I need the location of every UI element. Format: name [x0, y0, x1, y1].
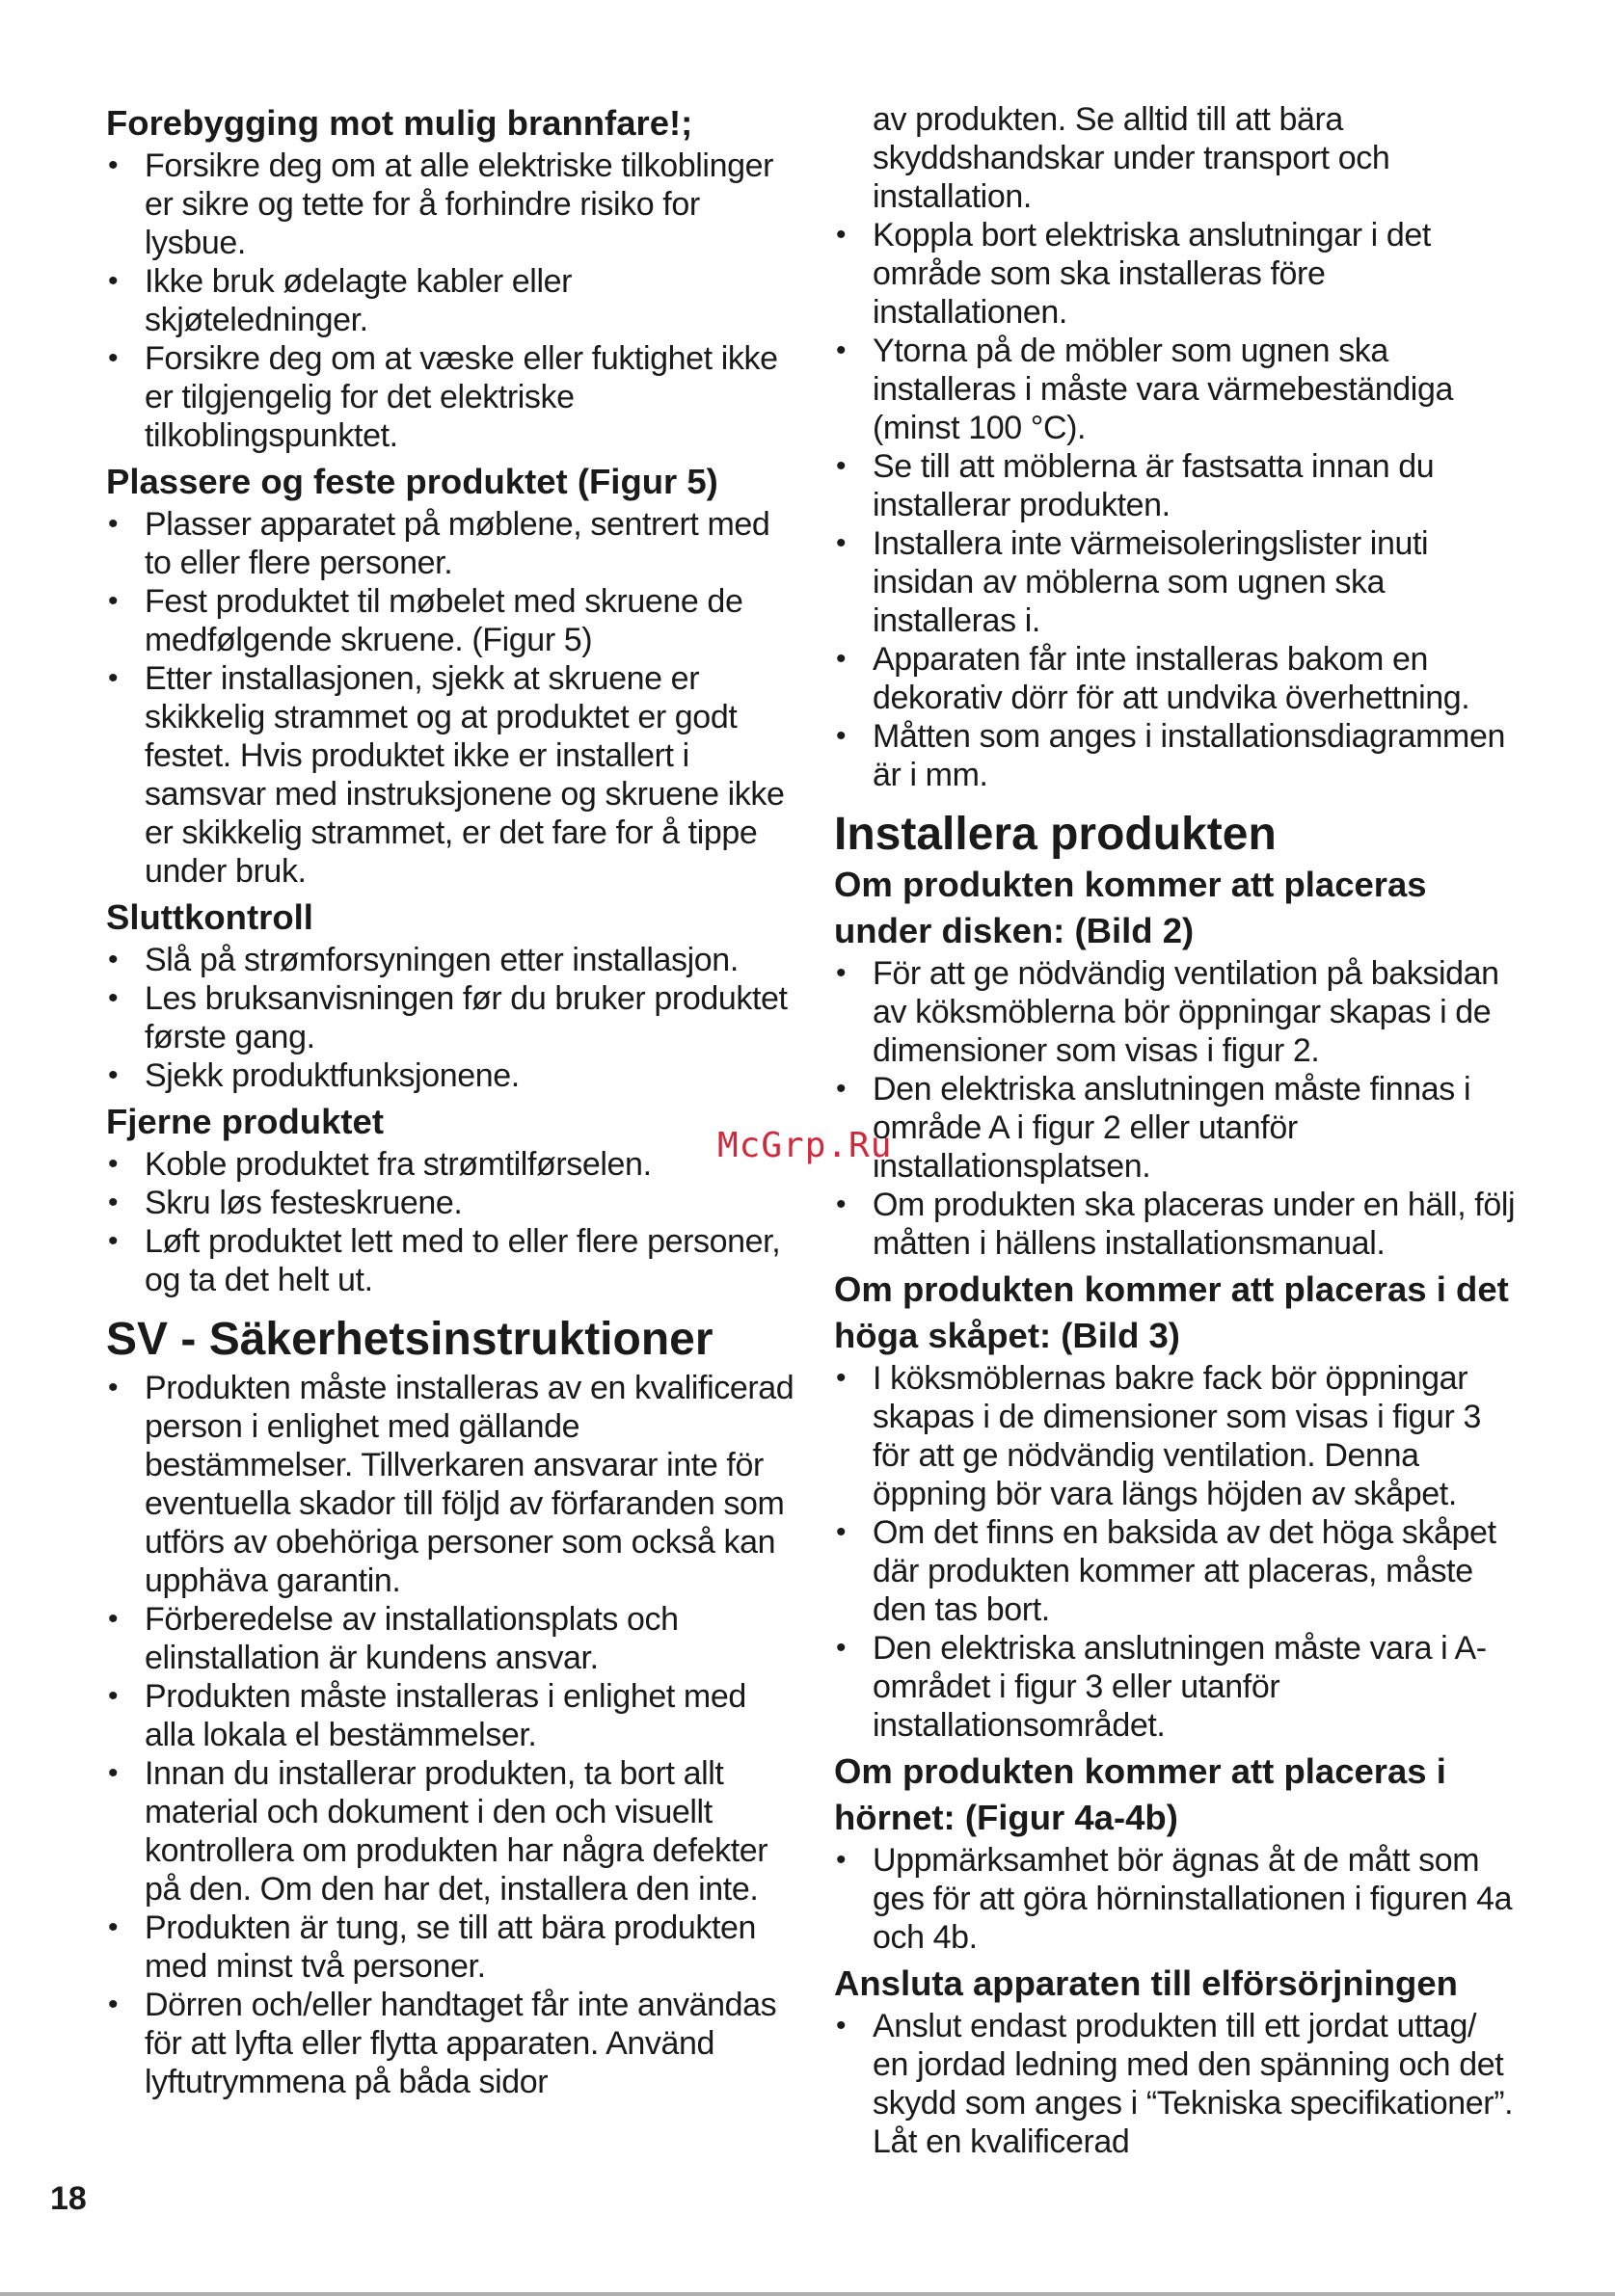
list-item: • Anslut endast produkten till ett jordat uttag/ en jordad ledning med den spänning och det skydd som anges i “Tekniska specifikationer”. Låt en kvalificerad	[834, 2007, 1519, 2161]
heading-under-counter: Om produkten kommer att placeras under disken: (Bild 2)	[834, 865, 1427, 950]
continued-text: av produkten. Se alltid till att bära skyddshandskar under transport och installation.	[873, 101, 1390, 215]
bottom-divider	[0, 2292, 1615, 2296]
list-under-counter	[834, 954, 1519, 1263]
list-item: • Les bruksanvisningen før du bruker produktet første gang.	[106, 979, 795, 1056]
list-item: • Forsikre deg om at væske eller fuktighet ikke er tilgjengelig for det elektriske tilkoblingspunktet.	[106, 339, 795, 455]
section-title-install: Installera produkten	[834, 809, 1277, 860]
page-number: 18	[50, 2180, 87, 2217]
heading-power-connection: Ansluta apparaten till elförsörjningen	[834, 1963, 1458, 2003]
list-item: • Etter installasjonen, sjekk at skruene er skikkelig strammet og at produktet er godt festet. Hvis produktet ikke er installert i samsvar med instruksjonene og skruene ikke er skikkelig strammet, er det fare for å tippe under bruk.	[106, 659, 795, 891]
list-remove-product	[106, 1145, 795, 1299]
list-item: • Uppmärksamhet bör ägnas åt de mått som ges för att göra hörninstallationen i figuren 4a och 4b.	[834, 1841, 1519, 1957]
list-item: • Ytorna på de möbler som ugnen ska installeras i måste vara värmebeständiga (minst 100 °C).	[834, 332, 1519, 447]
list-place-and-fasten	[106, 505, 795, 891]
section-title-safety-sv: SV - Säkerhetsinstruktioner	[106, 1314, 713, 1365]
list-fire-prevention	[106, 147, 795, 455]
heading-final-check: Sluttkontroll	[106, 897, 313, 937]
left-column	[106, 100, 795, 2101]
list-safety-sv	[106, 1369, 795, 2101]
heading-corner: Om produkten kommer att placeras i hörnet: (Figur 4a-4b)	[834, 1751, 1446, 1837]
heading-tall-cabinet: Om produkten kommer att placeras i det höga skåpet: (Bild 3)	[834, 1269, 1509, 1355]
list-item: • Den elektriska anslutningen måste finnas i område A i figur 2 eller utanför installationsplatsen.	[834, 1070, 1519, 1186]
list-item: • Koppla bort elektriska anslutningar i det område som ska installeras före installationen.	[834, 216, 1519, 332]
list-item: • Apparaten får inte installeras bakom en dekorativ dörr för att undvika överhettning.	[834, 640, 1519, 717]
list-item: • Produkten måste installeras i enlighet med alla lokala el bestämmelser.	[106, 1677, 795, 1754]
heading-fire-prevention: Forebygging mot mulig brannfare!;	[106, 103, 693, 143]
list-item: • För att ge nödvändig ventilation på baksidan av köksmöblerna bör öppningar skapas i de dimensioner som visas i figur 2.	[834, 954, 1519, 1070]
list-item: • Om det finns en baksida av det höga skåpet där produkten kommer att placeras, måste den tas bort.	[834, 1513, 1519, 1629]
list-safety-continued	[834, 216, 1519, 794]
list-item: • Løft produktet lett med to eller flere personer, og ta det helt ut.	[106, 1222, 795, 1299]
list-item: • Se till att möblerna är fastsatta innan du installerar produkten.	[834, 447, 1519, 524]
list-item: • Produkten är tung, se till att bära produkten med minst två personer.	[106, 1909, 795, 1986]
list-item: • Sjekk produktfunksjonene.	[106, 1056, 795, 1095]
list-item: • Produkten måste installeras av en kvalificerad person i enlighet med gällande bestämmelser. Tillverkaren ansvarar inte för eventuella skador till följd av förfaranden som utförs av obehöriga personer som också kan upphäva garantin.	[106, 1369, 795, 1600]
list-item: • Innan du installerar produkten, ta bort allt material och dokument i den och visuellt kontrollera om produkten har några defekter på den. Om den har det, installera den inte.	[106, 1754, 795, 1909]
list-item: • Dörren och/eller handtaget får inte användas för att lyfta eller flytta apparaten. Använd lyftutrymmena på båda sidor	[106, 1986, 795, 2101]
list-item: • Plasser apparatet på møblene, sentrert med to eller flere personer.	[106, 505, 795, 582]
list-item: • Installera inte värmeisoleringslister inuti insidan av möblerna som ugnen ska installeras i.	[834, 524, 1519, 640]
list-item: • I köksmöblernas bakre fack bör öppningar skapas i de dimensioner som visas i figur 3 för att ge nödvändig ventilation. Denna öppning bör vara längs höjden av skåpet.	[834, 1359, 1519, 1513]
list-item: • Den elektriska anslutningen måste vara i A-området i figur 3 eller utanför installationsområdet.	[834, 1629, 1519, 1745]
heading-place-and-fasten: Plassere og feste produktet (Figur 5)	[106, 462, 718, 501]
list-corner	[834, 1841, 1519, 1957]
list-item: • Förberedelse av installationsplats och elinstallation är kundens ansvar.	[106, 1600, 795, 1677]
list-item: • Ikke bruk ødelagte kabler eller skjøteledninger.	[106, 262, 795, 339]
list-item: • Slå på strømforsyningen etter installasjon.	[106, 941, 795, 979]
list-item: • Koble produktet fra strømtilførselen.	[106, 1145, 795, 1184]
right-column	[834, 100, 1519, 2161]
list-item: • Fest produktet til møbelet med skruene de medfølgende skruene. (Figur 5)	[106, 582, 795, 659]
list-item: • Om produkten ska placeras under en häll, följ måtten i hällens installationsmanual.	[834, 1186, 1519, 1263]
list-item: • Forsikre deg om at alle elektriske tilkoblinger er sikre og tette for å forhindre risiko for lysbue.	[106, 147, 795, 262]
list-power-connection	[834, 2007, 1519, 2161]
list-item: • Skru løs festeskruene.	[106, 1184, 795, 1222]
list-tall-cabinet	[834, 1359, 1519, 1745]
watermark: McGrp.Ru	[717, 1126, 893, 1165]
list-item: • Måtten som anges i installationsdiagrammen är i mm.	[834, 717, 1519, 794]
list-final-check	[106, 941, 795, 1095]
heading-remove-product: Fjerne produktet	[106, 1102, 384, 1141]
